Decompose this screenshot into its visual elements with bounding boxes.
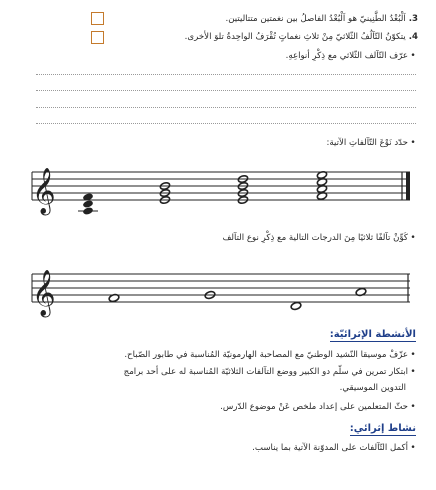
exercise-identify-text: حدّد نَوْعَ التّآلفاتِ الآتية: [326, 138, 408, 148]
bullet: • [410, 443, 416, 453]
activities-heading [330, 329, 416, 340]
activity-text: عزّفْ موسيقا النّشيد الوطنيّ مع المصاحبة الهارمونيّة المُناسبة في طابور الصّباح. [124, 350, 408, 360]
question-3-number: 3. [408, 14, 418, 24]
bullet: • [410, 233, 416, 243]
treble-clef-icon: 𝄞 [32, 168, 56, 214]
enrichment-title: نشاط إثرائي: [349, 423, 416, 434]
question-4-text: يتكوّنُ التّآلُفُ الثّلاثيّ مِنْ ثلاثِ نغماتٍ تُقْرَفُ الواحِدةُ تلوَ الأخرى. [184, 32, 406, 42]
exercise-identify [10, 137, 418, 149]
checkbox-icon[interactable] [91, 31, 104, 44]
question-3-text: اَلْبُعْدُ الطَّنِينيّ هو اَلْبُعْدُ الفاصلُ بين نغمتين متتاليتين. [225, 14, 406, 24]
chord-1 [78, 192, 98, 215]
answer-line[interactable] [36, 90, 416, 91]
answer-line[interactable] [36, 123, 416, 124]
heading-underline [350, 435, 416, 436]
question-3 [10, 13, 418, 25]
answer-line[interactable] [36, 107, 416, 108]
activity-item [10, 349, 418, 361]
exercise-compose-text: كَوِّنْ تآلفًا ثلاثيًا مِنَ الدرجات التالية مع ذِكْرِ نوع التآلف [222, 233, 408, 243]
activity-item [10, 401, 418, 413]
activity-item-continued [10, 382, 406, 394]
question-4 [10, 31, 418, 43]
question-4-number: 4. [408, 32, 418, 42]
exercise-compose [10, 232, 418, 244]
staff-notes [30, 262, 420, 322]
heading-underline [330, 341, 416, 342]
note [82, 199, 93, 208]
treble-clef-icon: 𝄞 [32, 270, 56, 316]
answer-line[interactable] [36, 74, 416, 75]
bullet: • [410, 402, 416, 412]
exercise-define [10, 50, 418, 62]
bullet: • [410, 367, 416, 377]
bullet: • [410, 51, 416, 61]
staff-lines [32, 274, 410, 302]
bullet: • [410, 350, 416, 360]
activity-item [10, 366, 418, 378]
checkbox-icon[interactable] [91, 12, 104, 25]
enrichment-item [10, 442, 418, 454]
activity-text: ابتكار تمرين في سلّم دو الكبير ووضع التآلفات الثلاثيّة المُناسبة له على أحد برامج [123, 367, 408, 377]
exercise-define-text: عرّف التّآلف الثّلاثي مع ذِكْرِ أنواعِهِ. [285, 51, 408, 61]
activity-text: حثّ المتعلمين على إعداد ملخص عَنْ موضوع الدّرس. [220, 402, 408, 412]
activity-text: التدوين الموسيقي. [339, 383, 406, 393]
activities-title: الأنشطة الإثرائيّة: [329, 329, 416, 340]
staff-chords [30, 160, 420, 220]
bullet: • [410, 138, 416, 148]
note [290, 301, 301, 310]
enrichment-heading [350, 423, 416, 434]
enrichment-text: أكمل التّآلفات على المدوّنة الآتية بما يناسب. [252, 443, 408, 453]
